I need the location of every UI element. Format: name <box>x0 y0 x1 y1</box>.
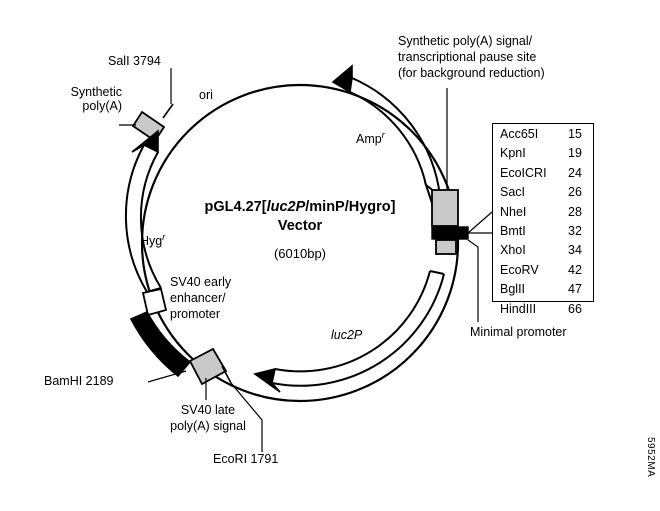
enzyme-position: 19 <box>568 146 582 161</box>
table-row <box>494 183 592 202</box>
enzyme-name: EcoRV <box>500 262 539 277</box>
table-row <box>494 261 592 280</box>
amp-label-text: Amp <box>356 132 382 147</box>
enzyme-position: 34 <box>568 243 582 258</box>
table-row <box>494 300 592 319</box>
enzyme-position: 32 <box>568 224 582 239</box>
enzyme-position: 26 <box>568 185 582 200</box>
synthetic-polya-note-label: Synthetic poly(A) signal/ transcriptional pause site (for background reduction) <box>398 34 545 80</box>
synthetic-polya-box <box>133 112 164 141</box>
restriction-enzyme-rows <box>494 125 592 319</box>
figure-side-code: 5952MA <box>645 436 656 477</box>
table-row <box>494 164 592 183</box>
sali-site-label: SalI 3794 <box>108 54 161 68</box>
ecori-site-label: EcoRI 1791 <box>213 452 279 466</box>
enzyme-name: BmtI <box>500 224 526 239</box>
vector-title <box>160 198 440 236</box>
vector-title-suffix: /minP/Hygro] <box>305 199 396 215</box>
enzyme-position: 15 <box>568 127 582 141</box>
bamhi-site-label: BamHI 2189 <box>44 374 114 388</box>
sv40-early-enhancer-label: SV40 early enhancer/ promoter <box>170 275 232 321</box>
enzyme-name: EcoICRI <box>500 165 547 180</box>
amp-resistance-arc <box>333 66 440 206</box>
hyg-label <box>140 230 165 248</box>
table-row <box>494 125 592 144</box>
enzyme-name: XhoI <box>500 243 526 258</box>
enzyme-name: NheI <box>500 204 527 219</box>
enzyme-position: 28 <box>568 204 582 219</box>
enzyme-position: 42 <box>568 262 582 277</box>
enzyme-name: HindIII <box>500 301 537 316</box>
enzyme-name: BglII <box>500 282 526 297</box>
luc2p-label: luc2P <box>331 328 363 342</box>
table-row <box>494 241 592 260</box>
enzyme-position: 47 <box>568 282 582 297</box>
amp-label <box>356 128 385 146</box>
table-row <box>494 203 592 222</box>
table-row <box>494 222 592 241</box>
amp-label-superscript: r <box>381 130 385 140</box>
vector-size: (6010bp) <box>273 246 327 261</box>
enzyme-position: 24 <box>568 165 582 180</box>
table-row <box>494 144 592 163</box>
minimal-promoter-label: Minimal promoter <box>470 325 567 339</box>
enzyme-position: 66 <box>568 301 582 316</box>
hyg-label-superscript: r <box>162 232 166 242</box>
vector-title-prefix: pGL4.27[ <box>204 199 267 215</box>
table-row <box>494 280 592 299</box>
enzyme-name: Acc65I <box>500 127 539 141</box>
hyg-label-text: Hyg <box>140 234 163 249</box>
sv40-late-polya-label: SV40 late poly(A) signal <box>170 403 246 433</box>
enzyme-name: KpnI <box>500 146 526 161</box>
sali-site-mark <box>163 104 173 118</box>
synthetic-polya-label: Synthetic poly(A) <box>70 85 122 113</box>
ori-label: ori <box>199 88 213 102</box>
plasmid-backbone-circle <box>142 85 458 401</box>
enzyme-name: SacI <box>500 185 526 200</box>
vector-title-line2: Vector <box>277 218 323 234</box>
hyg-region-box <box>143 289 166 315</box>
vector-title-gene: luc2P <box>266 199 306 215</box>
